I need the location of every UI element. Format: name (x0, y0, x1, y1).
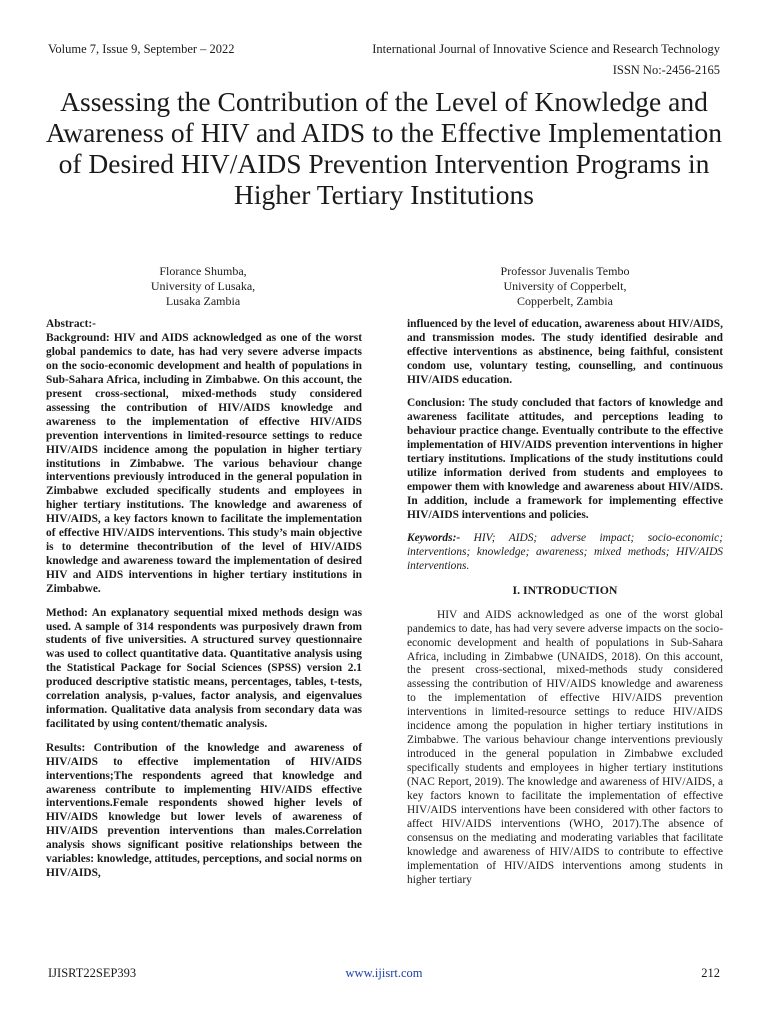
author-affiliation: University of Lusaka, (150, 279, 256, 293)
journal-issn: ISSN No:-2456-2165 (612, 63, 720, 77)
section-heading-introduction: I. INTRODUCTION (512, 582, 618, 597)
abstract-results-continued: influenced by the level of education, awareness about HIV/AIDS, and transmission modes. The study identified desirable and effective interventions as abstinence, being faithful, consistent condom use, voluntary testing, counselling, and continuous HIV/AIDS education. (407, 318, 723, 386)
paper-title: Assessing the Contribution of the Level of Knowledge and Awareness of HIV and AIDS to the Effective Implementation of Desired HIV/AIDS Prevention Intervention Programs in Higher Tertiary Institutions (45, 86, 723, 210)
left-column (46, 318, 362, 891)
author-location: Copperbelt, Zambia (517, 294, 613, 308)
author-affiliation: University of Copperbelt, (503, 279, 627, 293)
keywords-text: HIV; AIDS; adverse impact; socio-economic; interventions; knowledge; awareness; mixed methods; HIV/AIDS interventions. (407, 532, 723, 573)
abstract-conclusion: Conclusion: The study concluded that factors of knowledge and awareness facilitate attitudes, and perceptions leading to behaviour practice change. Eventually contribute to the effective implementation of HIV/AIDS prevention interventions in higher tertiary institutions. Implications of the study institutions could utilize information derived from students and employees to empower them with knowledge and awareness about HIV/AIDS. In addition, include a framework for implementing effective HIV/AIDS interventions and policies. (407, 397, 723, 521)
abstract-method: Method: An explanatory sequential mixed methods design was used. A sample of 314 respondents was purposively drawn from students of five universities. A structured survey questionnaire was used to collect quantitative data. Quantitative analysis using the Statistical Package for Social Sciences (SPSS) version 2.1 produced descriptive statistic means, percentages, tables, t-tests, correlation analysis, p-values, factor analysis, and eigenvalues information. Qualitative data analysis from secondary data was facilitated by using content/thematic analysis. (46, 606, 362, 731)
right-column (407, 318, 723, 897)
author-block-2 (450, 264, 680, 309)
footer-url-link[interactable]: www.ijisrt.com (345, 966, 423, 980)
author-location: Lusaka Zambia (165, 294, 241, 308)
abstract-label: Abstract:- (46, 318, 96, 330)
abstract-background: Background: HIV and AIDS acknowledged as one of the worst global pandemics to date, has had very severe adverse impacts on the socio-economic development and health of populations in Sub-Sahara Africa, including in Zimbabwe. On this account, the present cross-sectional, mixed-methods study considered assessing the contribution of HIV/AIDS knowledge and awareness to the implementation of effective HIV/AIDS prevention interventions in limited-resource settings to reduce HIV/AIDS incidence among the population in higher tertiary institutions in Zimbabwe. The various behaviour change interventions previously introduced in the general population in Zimbabwe excluded specifically students and employees in higher tertiary institutions. The knowledge and awareness of HIV/AIDS, a key factors known to facilitate the implementation of effective HIV/AIDS interventions. This study’s main objective is to determine thecontribution of the level of HIV/AIDS knowledge and awareness toward the implementation of desired HIV and AIDS interventions in higher tertiary institutions in Zimbabwe. (46, 331, 362, 596)
author-name: Professor Juvenalis Tembo (500, 264, 630, 278)
keywords-label: Keywords:- (407, 532, 461, 545)
footer-paper-id: IJISRT22SEP393 (48, 966, 137, 980)
author-name: Florance Shumba, (159, 264, 247, 278)
journal-volume: Volume 7, Issue 9, September – 2022 (48, 42, 235, 56)
keywords (407, 532, 723, 574)
introduction-text: HIV and AIDS acknowledged as one of the worst global pandemics to date, has had very severe adverse impacts on the socio-economic development and health of populations in Sub-Sahara Africa, including in Zimbabwe (UNAIDS, 2018). On this account, the present cross-sectional, mixed-methods study considered assessing the contribution of HIV/AIDS knowledge and awareness to the implementation of effective HIV/AIDS prevention interventions in limited-resource settings to reduce HIV/AIDS incidence among the population in higher tertiary institutions in Zimbabwe. The various behaviour change interventions previously introduced in the general population in Zimbabwe excluded specifically students and employees in higher tertiary institutions (NAC Report, 2019). The knowledge and awareness of HIV/AIDS, a key factors known to facilitate the implementation of effective HIV/AIDS interventions have been considered with other factors to affect HIV/AIDS interventions (WHO, 2017).The absence of consensus on the mediating and moderating variables that facilitate knowledge and awareness of HIV/AIDS to contribute to effective implementation of HIV/AIDS interventions among students in higher tertiary (407, 608, 723, 886)
abstract-results: Results: Contribution of the knowledge and awareness of HIV/AIDS to effective implementation of HIV/AIDS interventions;The respondents agreed that knowledge and awareness contribute to implementing HIV/AIDS effective interventions.Female respondents showed higher levels of HIV/AIDS knowledge but lower levels of awareness of HIV/AIDS prevention interventions than males.Correlation analysis shows significant positive relationships between the variables: knowledge, attitudes, perceptions, and social norms on HIV/AIDS, (46, 741, 362, 880)
footer-page-number: 212 (701, 966, 720, 980)
journal-name: International Journal of Innovative Science and Research Technology (372, 42, 720, 56)
author-block-1 (88, 264, 318, 309)
